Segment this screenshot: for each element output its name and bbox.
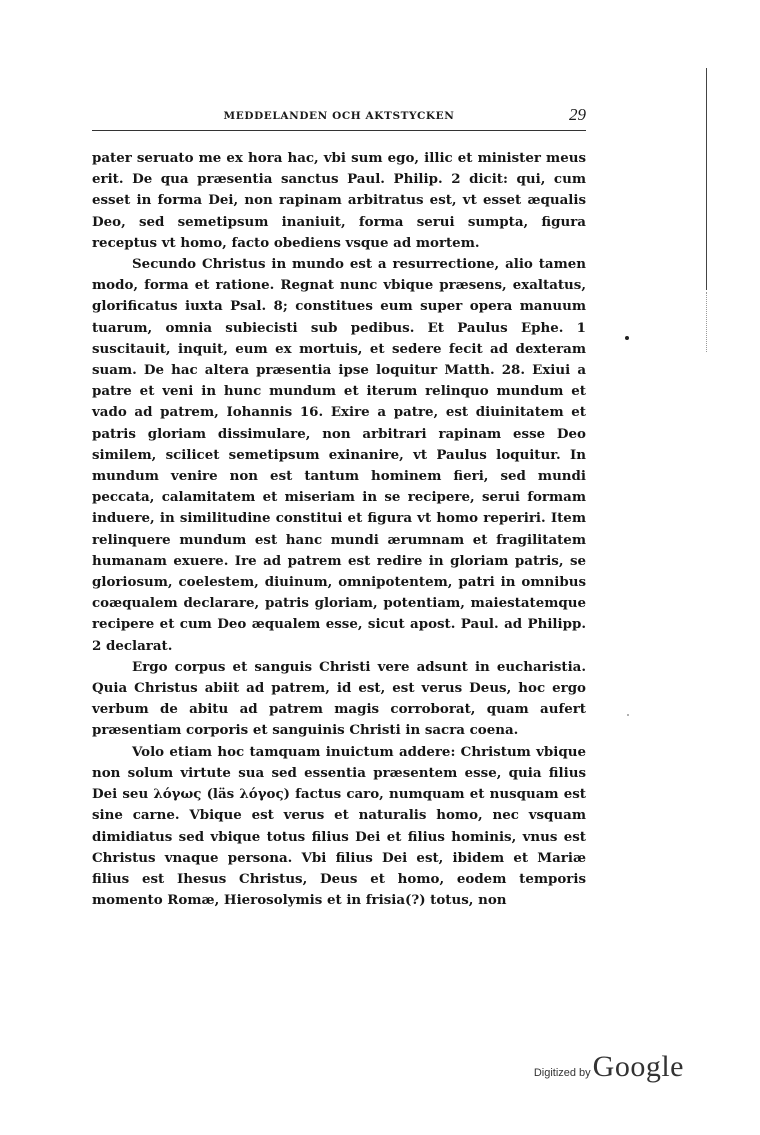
page-edge-line bbox=[706, 68, 707, 290]
scan-speck bbox=[627, 714, 629, 716]
google-logo: Google bbox=[592, 1050, 684, 1083]
body-text bbox=[92, 148, 586, 911]
paragraph: pater seruato me ex hora hac, vbi sum ego, illic et minister meus erit. De qua præsentia sanctus Paul. Philip. 2 dicit: qui, cum esset in forma Dei, non rapinam arbitratus est, vt esset æqualis Deo, sed semetipsum inaniuit, forma serui sumpta, figura receptus vt homo, facto obediens vsque ad mortem. bbox=[92, 150, 586, 251]
paragraph: Ergo corpus et sanguis Christi vere adsunt in eucharistia. Quia Christus abiit ad patrem, id est, est verus Deus, hoc ergo verbum de abitu ad patrem magis corroborat, quam aufert præsentiam corporis et sanguinis Christi in sacra coena. bbox=[92, 658, 586, 739]
scan-speck bbox=[625, 336, 629, 340]
paragraph: Secundo Christus in mundo est a resurrectione, alio tamen modo, forma et ratione. Regnat nunc vbique præsens, exaltatus, glorificatus iuxta Psal. 8; constitues eum super opera manuum tuarum, omnia subiecisti sub pedibus. Et Paulus Ephe. 1 suscitauit, inquit, eum ex mortuis, et sedere fecit ad dexteram suam. De hac altera præsentia ipse loquitur Matth. 28. Exiui a patre et veni in hunc mundum et iterum relinquo mundum et vado ad patrem, Iohannis 16. Exire a patre, est diuinitatem et patris gloriam dissimulare, non arbitrari rapinam esse Deo similem, scilicet semetipsum exinanire, vt Paulus loquitur. In mundum venire non est tantum hominem fieri, sed mundi peccata, calamitatem et miseriam in se recipere, serui formam induere, in similitudine constitui et figura vt homo reperiri. Item relinquere mundum est hanc mundi ærumnam et fragilitatem humanam exuere. Ire ad patrem est redire in gloriam patris, se gloriosum, coelestem, diuinum, omnipotentem, patri in omnibus coæqualem declarare, patris gloriam, potentiam, maiestatemque recipere et cum Deo æqualem esse, sicut apost. Paul. ad Philipp. 2 declarat. bbox=[92, 256, 586, 654]
page-edge-dots bbox=[706, 292, 707, 352]
digitized-label: Digitized by bbox=[533, 1067, 591, 1079]
page-number: 29 bbox=[569, 105, 586, 124]
paragraph: Volo etiam hoc tamquam inuictum addere: Christum vbique non solum virtute sua sed essentia præsentem esse, quia filius Dei seu λόγως (läs λόγος) factus caro, numquam et nusquam est sine carne. Vbique est verus et naturalis homo, nec vsquam dimidiatus sed vbique totus filius Dei et filius hominis, vnus est Christus vnaque persona. Vbi filius Dei est, ibidem et Mariæ filius est Ihesus Christus, Deus et homo, eodem temporis momento Romæ, Hierosolymis et in frisia(?) totus, non bbox=[92, 743, 586, 909]
header-rule bbox=[92, 130, 586, 131]
running-head: MEDDELANDEN OCH AKTSTYCKEN bbox=[223, 110, 455, 122]
page-header bbox=[92, 105, 586, 130]
digitized-by-google-watermark bbox=[534, 1050, 684, 1084]
